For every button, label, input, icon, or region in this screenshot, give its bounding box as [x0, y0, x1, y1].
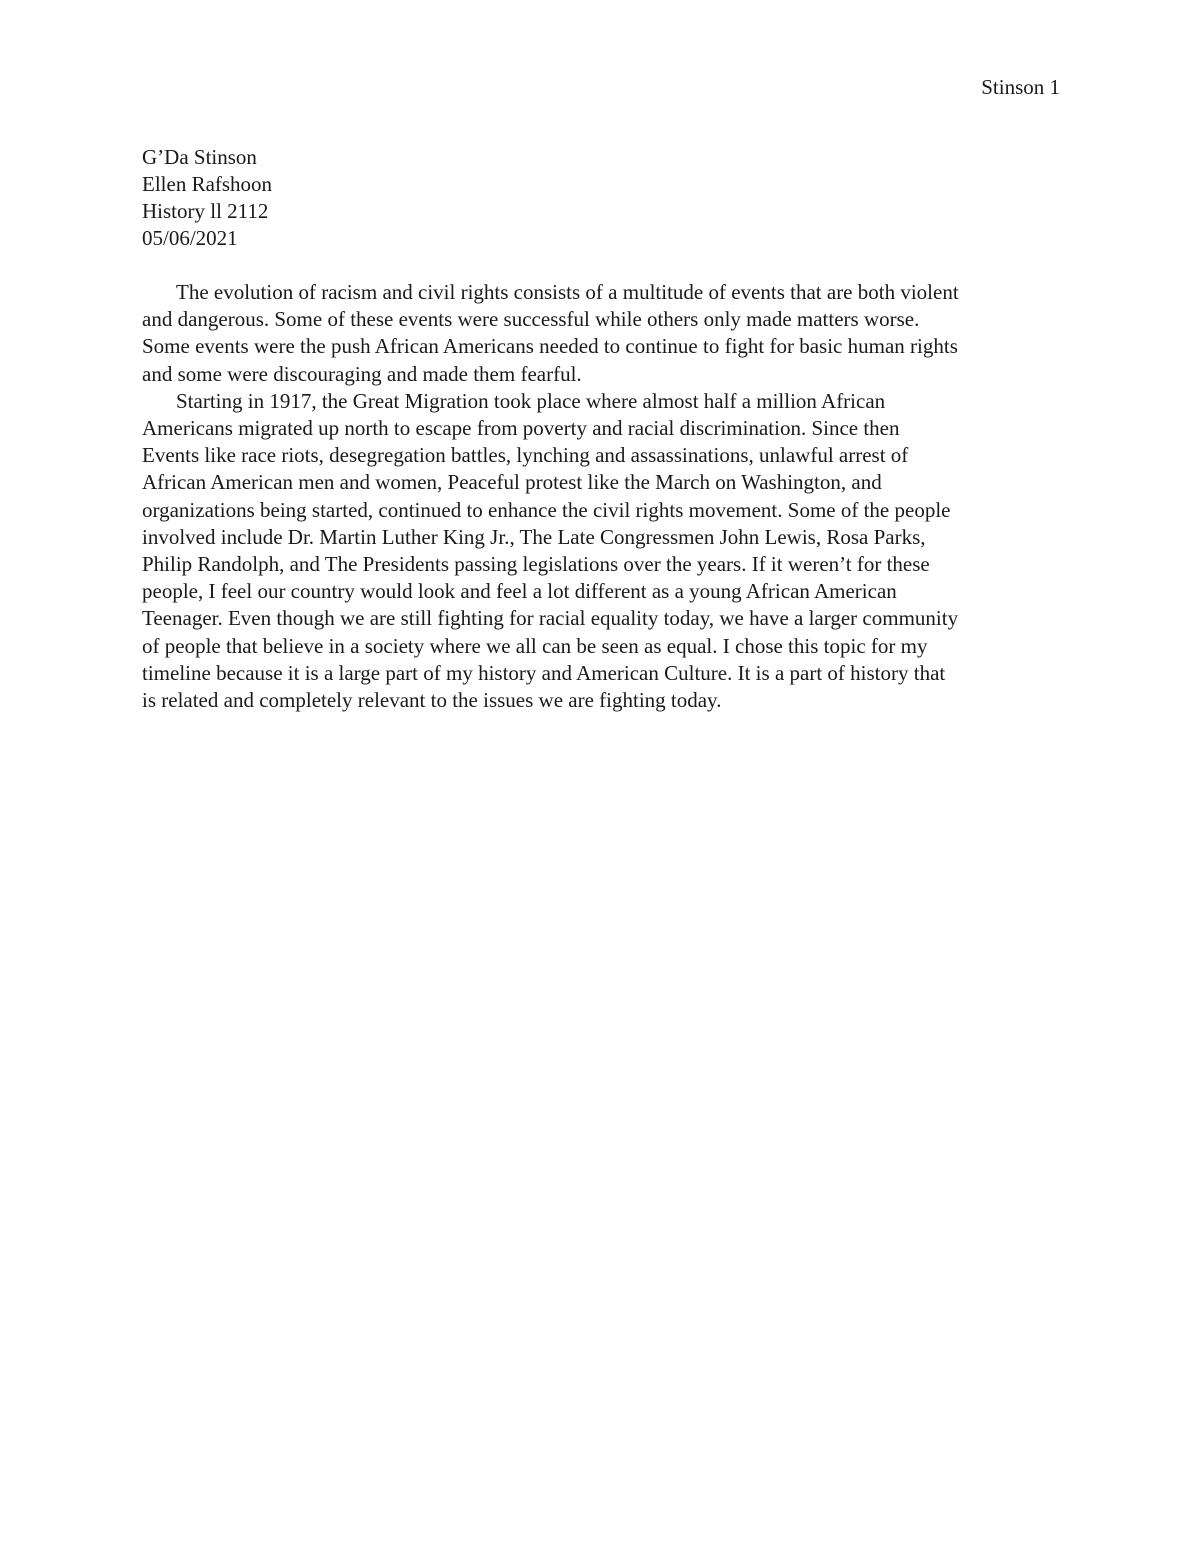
paragraph-line: of people that believe in a society where we all can be seen as equal. I chose this topic for my: [142, 633, 928, 658]
student-name: G’Da Stinson: [142, 145, 257, 169]
paragraph-line: Starting in 1917, the Great Migration took place where almost half a million African: [176, 388, 886, 413]
paragraph-line: and some were discouraging and made them fearful.: [142, 361, 582, 386]
paragraph-line: and dangerous. Some of these events were successful while others only made matters worse.: [142, 307, 920, 332]
paragraph-2: [142, 388, 1058, 714]
essay-body: [142, 279, 1058, 714]
course-name: History ll 2112: [142, 199, 269, 223]
paragraph-line: is related and completely relevant to the issues we are fighting today.: [142, 688, 722, 713]
paragraph-1: [142, 279, 1058, 388]
paragraph-line: involved include Dr. Martin Luther King Jr., The Late Congressmen John Lewis, Rosa Parks,: [142, 524, 926, 549]
paragraph-line: Americans migrated up north to escape from poverty and racial discrimination. Since then: [142, 416, 900, 441]
paragraph-line: organizations being started, continued to enhance the civil rights movement. Some of the people: [142, 497, 951, 522]
paragraph-line: African American men and women, Peaceful protest like the March on Washington, and: [142, 470, 882, 495]
paragraph-line: Some events were the push African Americans needed to continue to fight for basic human rights: [142, 334, 958, 359]
paragraph-line: people, I feel our country would look and feel a lot different as a young African American: [142, 579, 897, 604]
document-date: 05/06/2021: [142, 226, 238, 250]
paragraph-line: Philip Randolph, and The Presidents passing legislations over the years. If it weren’t for these: [142, 552, 930, 577]
paragraph-line: timeline because it is a large part of my history and American Culture. It is a part of history that: [142, 660, 946, 685]
running-header: Stinson 1: [981, 75, 1060, 99]
paragraph-line: Events like race riots, desegregation battles, lynching and assassinations, unlawful arrest of: [142, 443, 909, 468]
instructor-name: Ellen Rafshoon: [142, 172, 273, 196]
paragraph-line: Teenager. Even though we are still fighting for racial equality today, we have a larger community: [142, 606, 959, 631]
paragraph-line: The evolution of racism and civil rights consists of a multitude of events that are both violent: [176, 280, 959, 304]
mla-heading: [142, 144, 1058, 252]
